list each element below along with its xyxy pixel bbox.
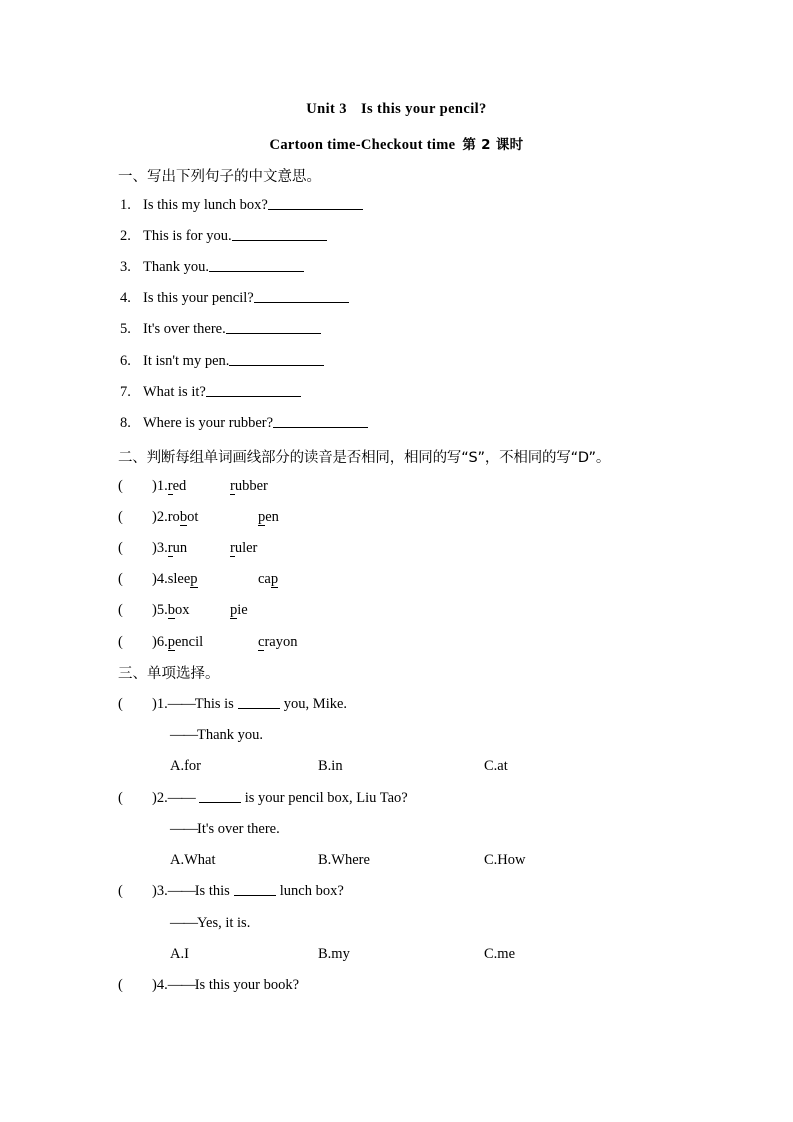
option-c[interactable]: C.at (484, 758, 508, 774)
answer-blank[interactable] (229, 352, 324, 366)
choice-item-stem (118, 977, 299, 994)
answer-blank[interactable] (206, 383, 301, 397)
bracket-close: ) (152, 509, 157, 525)
reply-text: It's over there. (197, 821, 280, 837)
subtitle-english: Cartoon time-Checkout time (269, 137, 456, 153)
word-one: sleep (167, 571, 198, 587)
word-two: pen (258, 509, 279, 525)
answer-bracket[interactable] (118, 509, 152, 526)
option-c[interactable]: C.How (484, 852, 526, 868)
translate-item (120, 289, 349, 307)
dialogue-dash: —— (167, 883, 195, 899)
dialogue-dash: —— (170, 727, 197, 743)
answer-blank[interactable] (226, 320, 321, 334)
bracket-close: ) (152, 883, 157, 899)
reply-text: Yes, it is. (197, 915, 251, 931)
reply-text: Thank you. (197, 727, 264, 743)
word-two: crayon (258, 634, 298, 650)
dialogue-dash: —— (167, 977, 195, 993)
item-number: 5. (120, 321, 131, 337)
underlined-letter: p (167, 634, 175, 650)
item-number: 8. (120, 415, 131, 431)
answer-bracket[interactable] (118, 883, 152, 900)
stem-before: Is this (194, 883, 230, 899)
word-two: rubber (230, 478, 268, 494)
answer-blank[interactable] (273, 414, 368, 428)
option-b[interactable]: B.my (318, 946, 350, 962)
bracket-open: ( (118, 977, 123, 993)
word-one: run (167, 540, 188, 556)
item-number: 6. (156, 634, 168, 650)
sound-pair-item (118, 602, 189, 619)
answer-bracket[interactable] (118, 602, 152, 619)
word-two: ruler (230, 540, 258, 556)
answer-blank[interactable] (232, 227, 327, 241)
stem-after: is your pencil box, Liu Tao? (244, 790, 408, 806)
answer-blank[interactable] (234, 883, 276, 896)
page-subtitle (0, 133, 793, 154)
dialogue-dash: —— (167, 790, 195, 806)
underlined-letter: r (167, 540, 173, 556)
bracket-open: ( (118, 883, 123, 899)
stem-before: This is (194, 696, 234, 712)
item-number: 1. (156, 478, 168, 494)
stem-after: lunch box? (279, 883, 344, 899)
bracket-close: ) (152, 696, 157, 712)
bracket-close: ) (152, 634, 157, 650)
answer-bracket[interactable] (118, 977, 152, 994)
dialogue-dash: —— (170, 821, 197, 837)
bracket-close: ) (152, 790, 157, 806)
item-number: 1. (156, 696, 168, 712)
underlined-letter: r (230, 478, 235, 494)
underlined-letter: r (167, 478, 173, 494)
answer-bracket[interactable] (118, 478, 152, 495)
item-number: 2. (156, 509, 168, 525)
sound-pair-item (118, 571, 198, 588)
item-number: 4. (120, 290, 131, 306)
item-number: 4. (156, 571, 168, 587)
translate-item (120, 414, 368, 432)
item-number: 1. (120, 197, 131, 213)
item-sentence: It isn't my pen. (143, 353, 230, 369)
sound-pair-item (118, 634, 203, 651)
underlined-letter: p (258, 509, 266, 525)
title-topic: Is this your pencil? (360, 101, 487, 117)
item-sentence: Is this your pencil? (143, 290, 254, 306)
translate-item (120, 227, 327, 245)
translate-item (120, 352, 324, 370)
item-number: 2. (156, 790, 168, 806)
choice-item-reply (170, 821, 280, 838)
item-sentence: It's over there. (143, 321, 226, 337)
choice-item-stem (118, 883, 344, 900)
section-3-heading: 三、单项选择。 (118, 666, 220, 682)
answer-bracket[interactable] (118, 634, 152, 651)
item-number: 3. (120, 259, 131, 275)
item-sentence: What is it? (143, 384, 206, 400)
underlined-letter: p (270, 571, 279, 587)
answer-blank[interactable] (238, 696, 280, 709)
item-number: 7. (120, 384, 131, 400)
item-sentence: Thank you. (143, 259, 210, 275)
word-two: cap (258, 571, 279, 587)
stem-after: you, Mike. (283, 696, 348, 712)
item-sentence: This is for you. (143, 228, 232, 244)
sound-pair-item (118, 540, 187, 557)
bracket-open: ( (118, 509, 123, 525)
dialogue-dash: —— (170, 915, 197, 931)
translate-item (120, 258, 304, 276)
answer-bracket[interactable] (118, 790, 152, 807)
underlined-letter: c (258, 634, 265, 650)
option-b[interactable]: B.in (318, 758, 343, 774)
bracket-open: ( (118, 571, 123, 587)
bracket-close: ) (152, 977, 157, 993)
section-2-heading: 二、判断每组单词画线部分的读音是否相同，相同的写“S”，不相同的写“D”。 (118, 450, 611, 466)
item-number: 3. (156, 883, 168, 899)
sound-pair-item (118, 509, 198, 526)
answer-blank[interactable] (268, 196, 363, 210)
sound-pair-item (118, 478, 186, 495)
title-unit: Unit 3 (306, 101, 347, 117)
item-number: 3. (156, 540, 168, 556)
answer-bracket[interactable] (118, 696, 152, 713)
item-number: 5. (156, 602, 168, 618)
dialogue-dash: —— (167, 696, 195, 712)
item-sentence: Is this my lunch box? (143, 197, 268, 213)
answer-bracket[interactable] (118, 540, 152, 557)
choice-item-reply (170, 915, 250, 932)
bracket-close: ) (152, 478, 157, 494)
bracket-close: ) (152, 602, 157, 618)
underlined-letter: b (179, 509, 188, 525)
item-number: 4. (156, 977, 168, 993)
item-number: 6. (120, 353, 131, 369)
word-one: red (167, 478, 187, 494)
option-c[interactable]: C.me (484, 946, 516, 962)
answer-blank[interactable] (254, 289, 349, 303)
underlined-letter: r (230, 540, 235, 556)
bracket-open: ( (118, 602, 123, 618)
option-b[interactable]: B.Where (318, 852, 370, 868)
choice-item-stem (118, 696, 347, 713)
bracket-open: ( (118, 634, 123, 650)
page-title (0, 101, 793, 118)
translate-item (120, 196, 363, 214)
bracket-open: ( (118, 478, 123, 494)
bracket-open: ( (118, 790, 123, 806)
choice-item-stem (118, 790, 408, 807)
subtitle-lesson: 第 2 课时 (462, 137, 524, 153)
underlined-letter: p (230, 602, 238, 618)
word-one: pencil (167, 634, 204, 650)
bracket-close: ) (152, 540, 157, 556)
underlined-letter: p (190, 571, 198, 587)
option-a[interactable]: A.What (170, 852, 216, 868)
section-1-heading: 一、写出下列句子的中文意思。 (118, 169, 321, 185)
translate-item (120, 320, 321, 338)
bracket-close: ) (152, 571, 157, 587)
answer-blank[interactable] (199, 790, 241, 803)
word-one: box (167, 602, 190, 618)
stem-before: Is this your book? (194, 977, 300, 993)
bracket-open: ( (118, 696, 123, 712)
word-one: robot (167, 509, 199, 525)
option-a[interactable]: A.for (170, 758, 202, 774)
word-two: pie (230, 602, 248, 618)
bracket-open: ( (118, 540, 123, 556)
underlined-letter: b (167, 602, 175, 618)
answer-bracket[interactable] (118, 571, 152, 588)
answer-blank[interactable] (209, 258, 304, 272)
translate-item (120, 383, 301, 401)
option-a[interactable]: A.I (170, 946, 189, 962)
item-sentence: Where is your rubber? (143, 415, 274, 431)
choice-item-reply (170, 727, 263, 744)
item-number: 2. (120, 228, 131, 244)
